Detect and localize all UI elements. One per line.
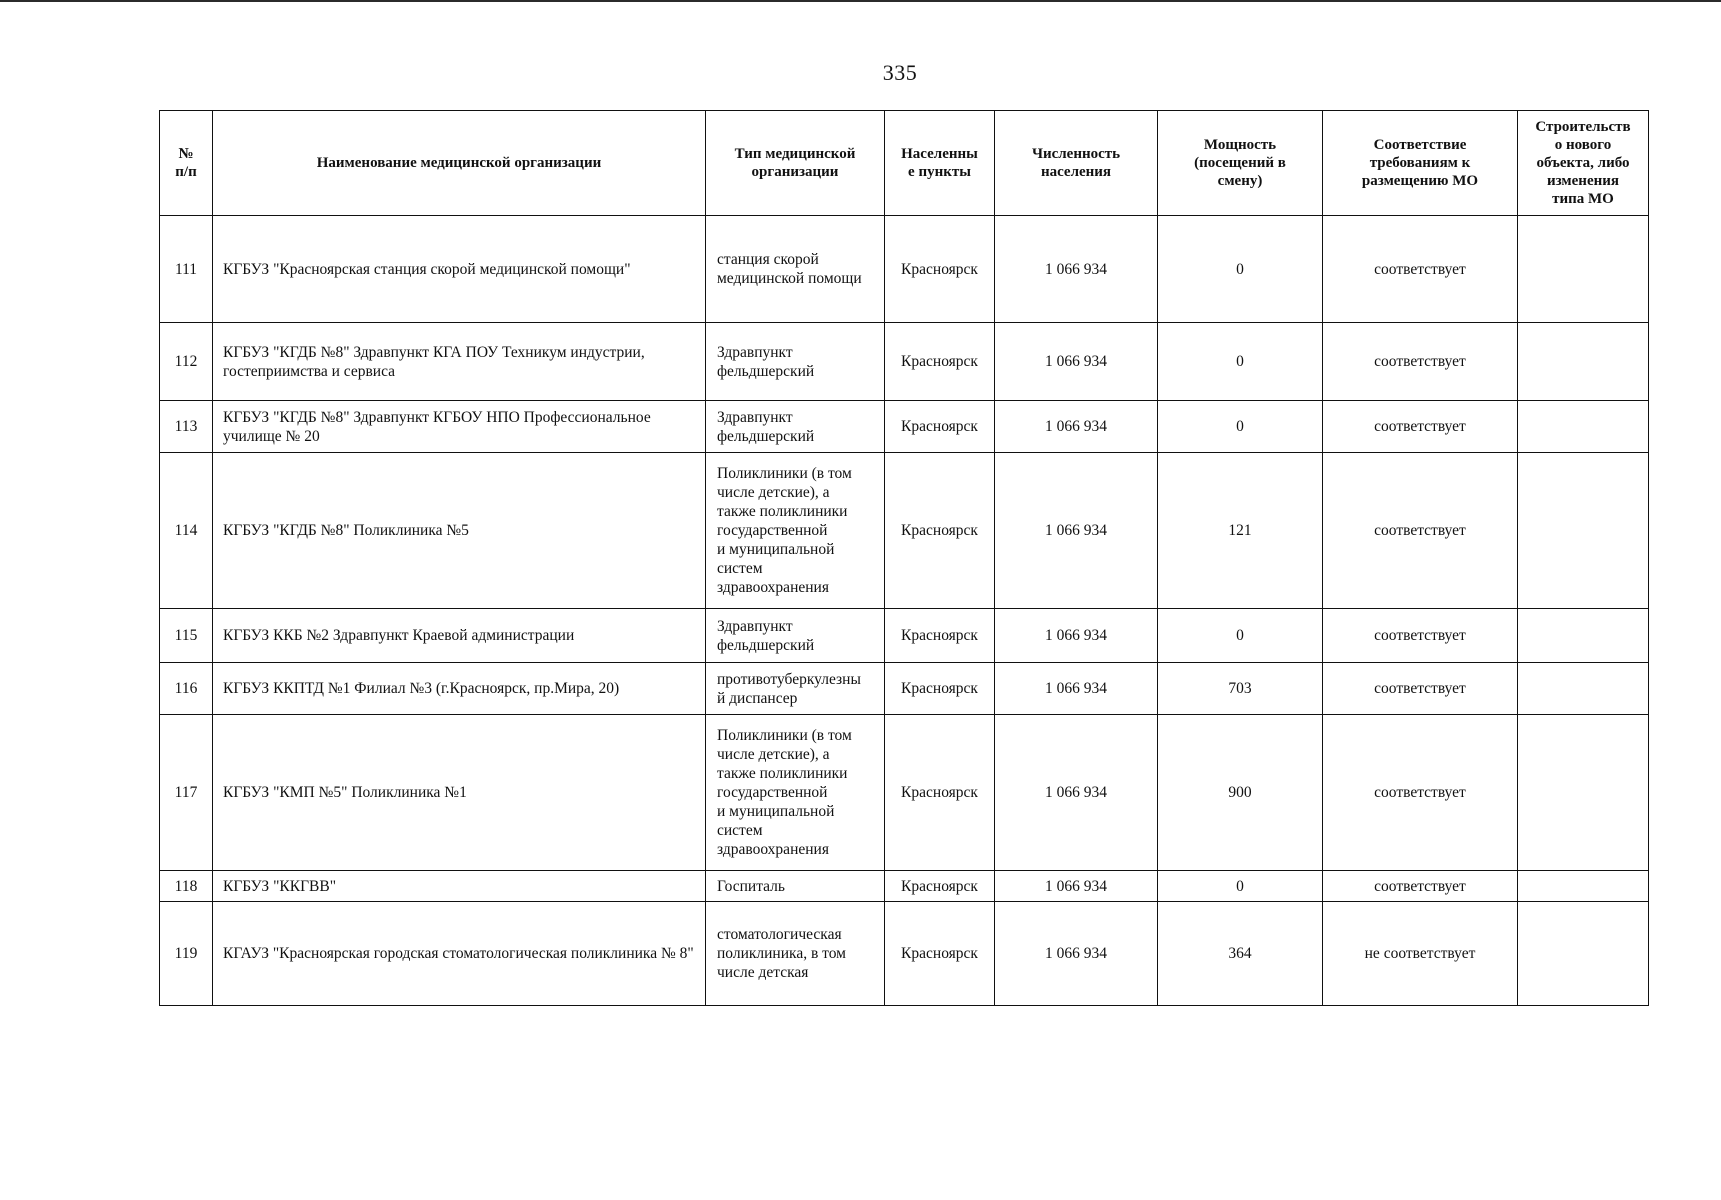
population: 1 066 934 bbox=[995, 401, 1158, 453]
table-row bbox=[160, 453, 1649, 609]
table-row bbox=[160, 871, 1649, 902]
row-number: 115 bbox=[160, 609, 213, 663]
population: 1 066 934 bbox=[995, 453, 1158, 609]
table-row bbox=[160, 902, 1649, 1006]
organization-type: противотуберкулезны й диспансер bbox=[706, 663, 885, 715]
organization-name: КГБУЗ "КГДБ №8" Здравпункт КГБОУ НПО Профессиональное училище № 20 bbox=[213, 401, 706, 453]
header-number: № п/п bbox=[160, 111, 213, 216]
organization-type: Здравпункт фельдшерский bbox=[706, 609, 885, 663]
settlement: Красноярск bbox=[885, 715, 995, 871]
settlement: Красноярск bbox=[885, 663, 995, 715]
compliance: соответствует bbox=[1323, 453, 1518, 609]
population: 1 066 934 bbox=[995, 871, 1158, 902]
construction bbox=[1518, 323, 1649, 401]
construction bbox=[1518, 715, 1649, 871]
organization-type: Здравпункт фельдшерский bbox=[706, 401, 885, 453]
capacity: 900 bbox=[1158, 715, 1323, 871]
organization-type: Поликлиники (в том числе детские), а также поликлиники государственной и муниципальной систем здравоохранения bbox=[706, 453, 885, 609]
organization-name: КГБУЗ ККПТД №1 Филиал №3 (г.Красноярск, пр.Мира, 20) bbox=[213, 663, 706, 715]
compliance: не соответствует bbox=[1323, 902, 1518, 1006]
organization-type: Госпиталь bbox=[706, 871, 885, 902]
settlement: Красноярск bbox=[885, 902, 995, 1006]
table-row bbox=[160, 663, 1649, 715]
construction bbox=[1518, 453, 1649, 609]
row-number: 114 bbox=[160, 453, 213, 609]
compliance: соответствует bbox=[1323, 663, 1518, 715]
document-sheet bbox=[159, 110, 1648, 1006]
capacity: 0 bbox=[1158, 216, 1323, 323]
organization-name: КГБУЗ "ККГВВ" bbox=[213, 871, 706, 902]
capacity: 0 bbox=[1158, 871, 1323, 902]
organization-type: станция скорой медицинской помощи bbox=[706, 216, 885, 323]
compliance: соответствует bbox=[1323, 323, 1518, 401]
compliance: соответствует bbox=[1323, 871, 1518, 902]
table-header-row bbox=[160, 111, 1649, 216]
population: 1 066 934 bbox=[995, 323, 1158, 401]
construction bbox=[1518, 871, 1649, 902]
table-row bbox=[160, 323, 1649, 401]
header-capacity: Мощность (посещений в смену) bbox=[1158, 111, 1323, 216]
organization-type: Поликлиники (в том числе детские), а также поликлиники государственной и муниципальной систем здравоохранения bbox=[706, 715, 885, 871]
settlement: Красноярск bbox=[885, 323, 995, 401]
population: 1 066 934 bbox=[995, 902, 1158, 1006]
header-compliance: Соответствие требованиям к размещению МО bbox=[1323, 111, 1518, 216]
scan-edge bbox=[0, 0, 1721, 2]
header-organization-name: Наименование медицинской организации bbox=[213, 111, 706, 216]
header-settlements: Населенны е пункты bbox=[885, 111, 995, 216]
construction bbox=[1518, 609, 1649, 663]
capacity: 364 bbox=[1158, 902, 1323, 1006]
compliance: соответствует bbox=[1323, 715, 1518, 871]
construction bbox=[1518, 902, 1649, 1006]
page-number: 335 bbox=[882, 60, 918, 85]
table-row bbox=[160, 216, 1649, 323]
header-construction: Строительств о нового объекта, либо изменения типа МО bbox=[1518, 111, 1649, 216]
organization-type: стоматологическая поликлиника, в том числе детская bbox=[706, 902, 885, 1006]
organization-type: Здравпункт фельдшерский bbox=[706, 323, 885, 401]
construction bbox=[1518, 401, 1649, 453]
capacity: 0 bbox=[1158, 401, 1323, 453]
organization-name: КГБУЗ "КГДБ №8" Здравпункт КГА ПОУ Техникум индустрии, гостеприимства и сервиса bbox=[213, 323, 706, 401]
settlement: Красноярск bbox=[885, 453, 995, 609]
capacity: 703 bbox=[1158, 663, 1323, 715]
settlement: Красноярск bbox=[885, 401, 995, 453]
row-number: 112 bbox=[160, 323, 213, 401]
medical-organizations-table bbox=[159, 110, 1649, 1006]
population: 1 066 934 bbox=[995, 715, 1158, 871]
organization-name: КГБУЗ ККБ №2 Здравпункт Краевой администрации bbox=[213, 609, 706, 663]
population: 1 066 934 bbox=[995, 216, 1158, 323]
header-organization-type: Тип медицинской организации bbox=[706, 111, 885, 216]
organization-name: КГАУЗ "Красноярская городская стоматологическая поликлиника № 8" bbox=[213, 902, 706, 1006]
construction bbox=[1518, 663, 1649, 715]
settlement: Красноярск bbox=[885, 609, 995, 663]
organization-name: КГБУЗ "КГДБ №8" Поликлиника №5 bbox=[213, 453, 706, 609]
compliance: соответствует bbox=[1323, 216, 1518, 323]
row-number: 119 bbox=[160, 902, 213, 1006]
table-body bbox=[160, 216, 1649, 1006]
table-row bbox=[160, 715, 1649, 871]
row-number: 117 bbox=[160, 715, 213, 871]
table-row bbox=[160, 401, 1649, 453]
capacity: 0 bbox=[1158, 323, 1323, 401]
construction bbox=[1518, 216, 1649, 323]
organization-name: КГБУЗ "КМП №5" Поликлиника №1 bbox=[213, 715, 706, 871]
settlement: Красноярск bbox=[885, 216, 995, 323]
population: 1 066 934 bbox=[995, 609, 1158, 663]
capacity: 121 bbox=[1158, 453, 1323, 609]
row-number: 113 bbox=[160, 401, 213, 453]
capacity: 0 bbox=[1158, 609, 1323, 663]
table-row bbox=[160, 609, 1649, 663]
compliance: соответствует bbox=[1323, 401, 1518, 453]
row-number: 111 bbox=[160, 216, 213, 323]
settlement: Красноярск bbox=[885, 871, 995, 902]
population: 1 066 934 bbox=[995, 663, 1158, 715]
row-number: 116 bbox=[160, 663, 213, 715]
compliance: соответствует bbox=[1323, 609, 1518, 663]
header-population: Численность населения bbox=[995, 111, 1158, 216]
row-number: 118 bbox=[160, 871, 213, 902]
organization-name: КГБУЗ "Красноярская станция скорой медицинской помощи" bbox=[213, 216, 706, 323]
